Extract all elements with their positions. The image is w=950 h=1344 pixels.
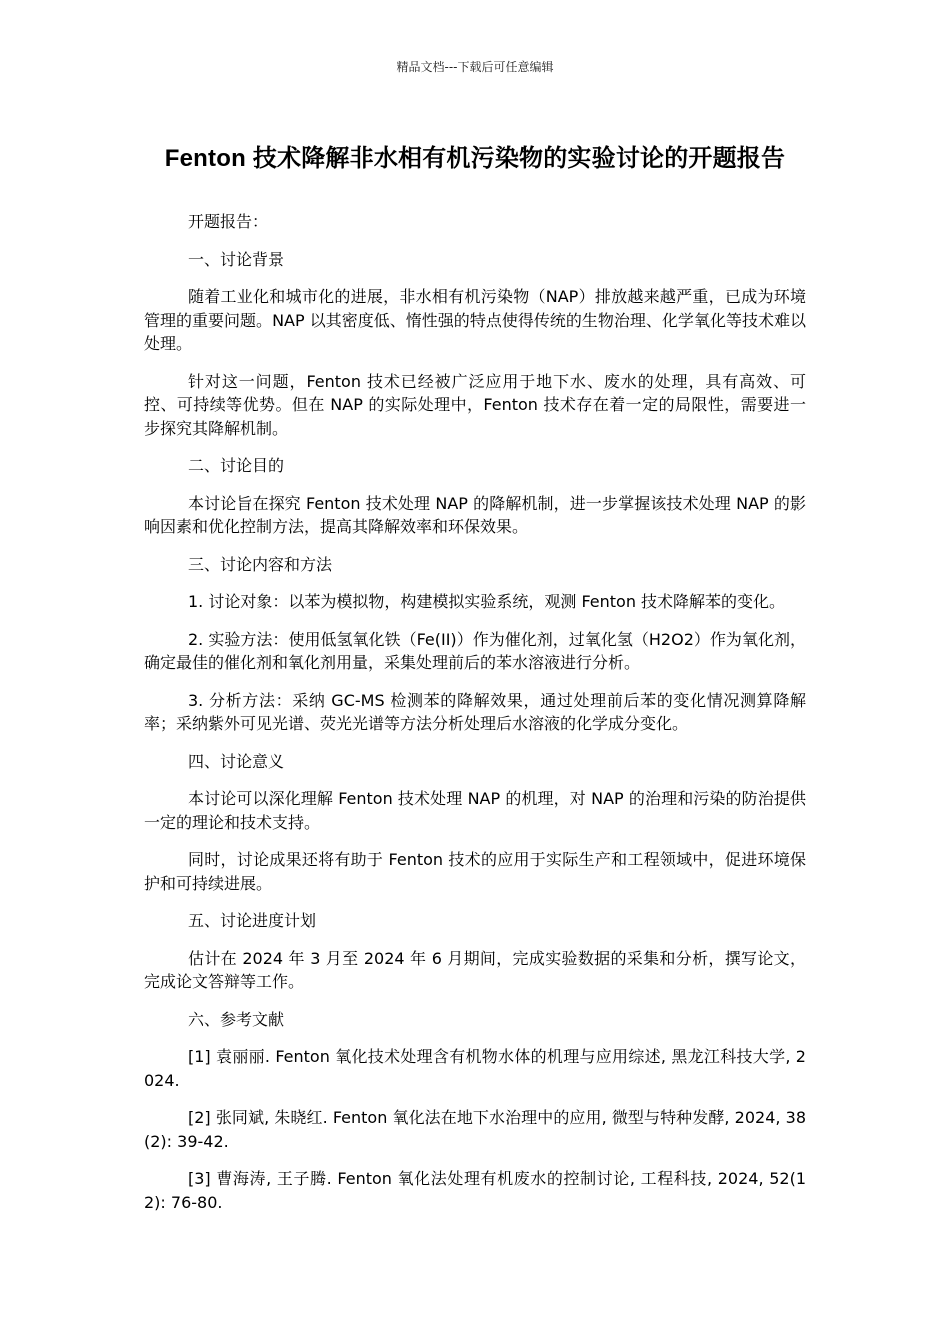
document-body <box>144 210 806 1228</box>
method-item-experiment: 2. 实验方法：使用低氢氧化铁（Fe(II)）作为催化剂，过氧化氢（H2O2）作为氧化剂，确定最佳的催化剂和氧化剂用量，采集处理前后的苯水溶液进行分析。 <box>144 629 806 672</box>
section-heading-schedule: 五、讨论进度计划 <box>188 911 317 930</box>
section-heading-background: 一、讨论背景 <box>188 249 285 269</box>
method-item-object: 1. 讨论对象：以苯为模拟物，构建模拟实验系统，观测 Fenton 技术降解苯的变化。 <box>188 592 786 611</box>
document-title: Fenton 技术降解非水相有机污染物的实验讨论的开题报告 <box>164 145 786 172</box>
report-label: 开题报告： <box>188 212 269 231</box>
reference-item-1: [1] 袁丽丽. Fenton 氧化技术处理含有机物水体的机理与应用综述, 黑龙江科技大学, 2024. <box>144 1047 806 1090</box>
header-note: 精品文档---下载后可任意编辑 <box>396 60 554 74</box>
section-heading-content-methods: 三、讨论内容和方法 <box>188 554 333 574</box>
purpose-paragraph: 本讨论旨在探究 Fenton 技术处理 NAP 的降解机制，进一步掌握该技术处理 NAP 的影响因素和优化控制方法，提高其降解效率和环保效果。 <box>144 493 806 536</box>
section-heading-significance: 四、讨论意义 <box>188 751 285 771</box>
method-item-analysis: 3. 分析方法：采纳 GC-MS 检测苯的降解效果，通过处理前后苯的变化情况测算降解率；采纳紫外可见光谱、荧光光谱等方法分析处理后水溶液的化学成分变化。 <box>144 690 806 733</box>
background-paragraph-1: 随着工业化和城市化的进展，非水相有机污染物（NAP）排放越来越严重，已成为环境管理的重要问题。NAP 以其密度低、惰性强的特点使得传统的生物治理、化学氧化等技术难以处理。 <box>144 287 806 353</box>
schedule-paragraph: 估计在 2024 年 3 月至 2024 年 6 月期间，完成实验数据的采集和分析，撰写论文，完成论文答辩等工作。 <box>144 948 806 991</box>
significance-paragraph-1: 本讨论可以深化理解 Fenton 技术处理 NAP 的机理，对 NAP 的治理和污染的防治提供一定的理论和技术支持。 <box>144 789 806 832</box>
significance-paragraph-2: 同时，讨论成果还将有助于 Fenton 技术的应用于实际生产和工程领域中，促进环境保护和可持续进展。 <box>144 850 806 893</box>
section-heading-references: 六、参考文献 <box>188 1009 285 1029</box>
reference-item-3: [3] 曹海涛, 王子腾. Fenton 氧化法处理有机废水的控制讨论, 工程科技, 2024, 52(12): 76-80. <box>144 1169 806 1212</box>
section-heading-purpose: 二、讨论目的 <box>188 456 285 475</box>
background-paragraph-2: 针对这一问题，Fenton 技术已经被广泛应用于地下水、废水的处理，具有高效、可控、可持续等优势。但在 NAP 的实际处理中，Fenton 技术存在着一定的局限性，需要进一步探究其降解机制。 <box>144 371 806 438</box>
reference-item-2: [2] 张同斌, 朱晓红. Fenton 氧化法在地下水治理中的应用, 微型与特种发酵, 2024, 38(2): 39-42. <box>144 1108 806 1151</box>
